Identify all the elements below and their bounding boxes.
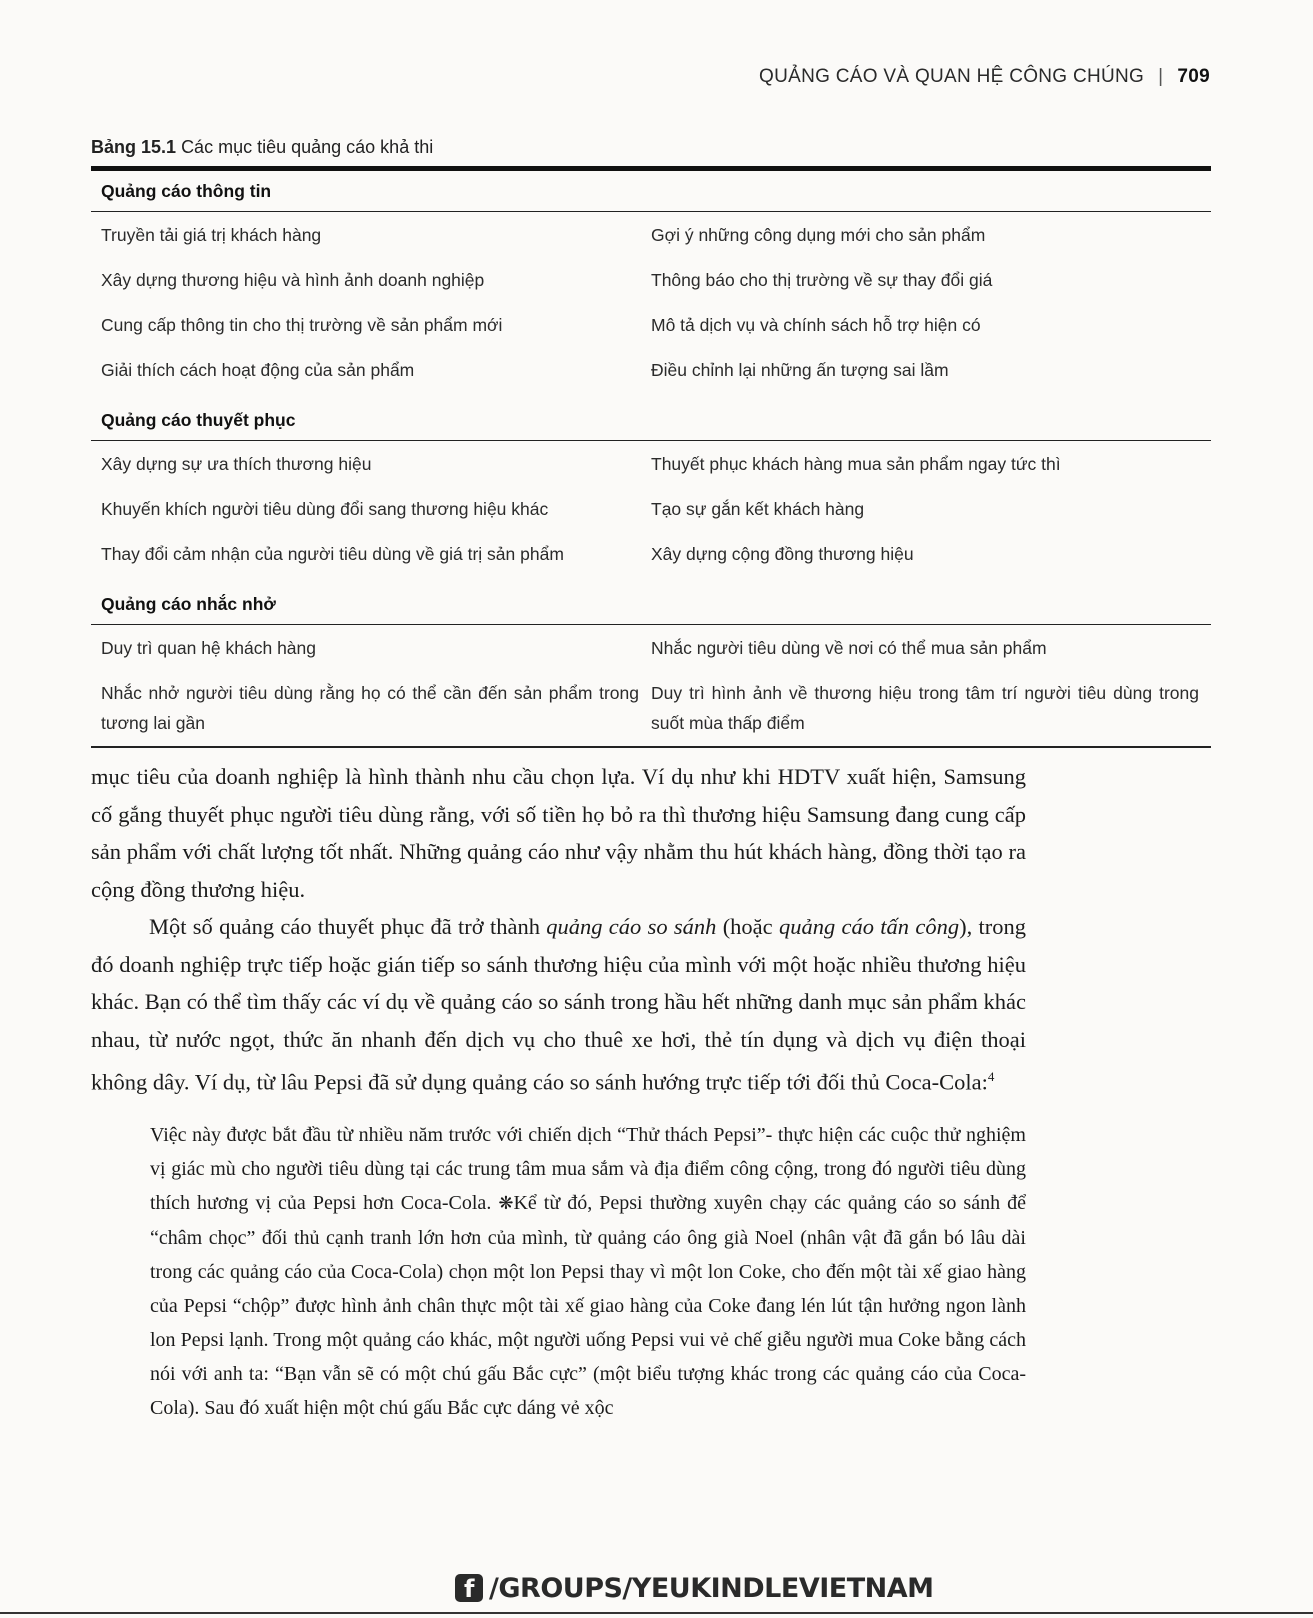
paragraph-2-part-b: (hoặc — [716, 914, 779, 939]
footnote-ref: 4 — [987, 1069, 995, 1084]
table-row — [91, 449, 1211, 494]
section-rows-informative — [91, 212, 1211, 406]
table-cell-right: Mô tả dịch vụ và chính sách hỗ trợ hiện có — [651, 315, 981, 335]
table-caption — [91, 132, 1211, 166]
table-cell-left: Nhắc nhở người tiêu dùng rằng họ có thể cần đến sản phẩm trong tương lai gần — [101, 683, 639, 733]
watermark-text: /GROUPS/YEUKINDLEVIETNAM — [489, 1572, 934, 1604]
block-quote — [150, 1118, 1026, 1425]
table-cell-left: Truyền tải giá trị khách hàng — [101, 225, 322, 245]
table-row — [91, 355, 1211, 400]
table-cell-right: Tạo sự gắn kết khách hàng — [651, 499, 865, 519]
table-row — [91, 265, 1211, 310]
table-cell-right: Xây dựng cộng đồng thương hiệu — [651, 544, 914, 564]
table-cell-right: Điều chỉnh lại những ấn tượng sai lầm — [651, 360, 949, 380]
table-cell-right: Duy trì hình ảnh về thương hiệu trong tâm trí người tiêu dùng trong suốt mùa thấp điểm — [651, 683, 1199, 733]
table-row — [91, 494, 1211, 539]
table-cell-left: Xây dựng sự ưa thích thương hiệu — [101, 454, 372, 474]
quote-part-b: Kể từ đó, Pepsi thường xuyên chạy các quảng cáo so sánh để “châm chọc” đối thủ cạnh tranh lớn hơn của mình, từ quảng cáo ông già Noel (nhân vật đã gắn bó lâu dài trong các quảng cáo của Coca-Cola) chọn một lon Pepsi thay vì một lon Coke, cho đến một tài xế giao hàng của Pepsi “chộp” được hình ảnh chân thực một tài xế giao hàng của Coke đang lén lút tận hưởng ngon lành lon Pepsi lạnh. Trong một quảng cáo khác, một người uống Pepsi vui vẻ chế giễu người mua Coke bằng cách nói với anh ta: “Bạn vẫn sẽ có một chú gấu Bắc cực” (một biểu tượng khác trong các quảng cáo của Coca-Cola). Sau đó xuất hiện một chú gấu Bắc cực dáng vẻ xộc — [150, 1192, 1026, 1419]
term-comparative-advertising: quảng cáo so sánh — [546, 914, 717, 939]
table-cell-left: Duy trì quan hệ khách hàng — [101, 638, 317, 658]
quote-part-a: Việc này được bắt đầu từ nhiều năm trước với chiến dịch “Thử thách Pepsi”- thực hiện các cuộc thử nghiệm vị giác mù cho người tiêu dùng tại các trung tâm mua sắm và địa điểm công cộng, trong đó người tiêu dùng thích hương vị của Pepsi hơn Coca-Cola. — [150, 1124, 1026, 1214]
quote-paragraph — [150, 1118, 1026, 1425]
running-title: QUẢNG CÁO VÀ QUAN HỆ CÔNG CHÚNG — [759, 66, 1145, 87]
table-cell-right: Gợi ý những công dụng mới cho sản phẩm — [651, 225, 986, 245]
table-cell-left: Khuyến khích người tiêu dùng đổi sang thương hiệu khác — [101, 499, 549, 519]
running-header — [740, 62, 1210, 92]
table-bottom-rule — [91, 746, 1211, 748]
header-separator: | — [1158, 66, 1164, 87]
table-cell-left: Thay đổi cảm nhận của người tiêu dùng về giá trị sản phẩm — [101, 544, 564, 564]
table-caption-label: Bảng 15.1 — [91, 137, 177, 157]
table-row — [91, 310, 1211, 355]
objectives-table — [91, 132, 1211, 748]
term-attack-advertising: quảng cáo tấn công — [778, 914, 960, 939]
section-title-informative: Quảng cáo thông tin — [91, 177, 1211, 212]
body-text — [91, 758, 1026, 1101]
facebook-icon: f — [455, 1574, 483, 1602]
page-bottom-edge — [0, 1612, 1313, 1614]
section-title-reminder: Quảng cáo nhắc nhở — [91, 590, 1211, 625]
asterism-icon: ❋ — [498, 1193, 514, 1214]
table-row — [91, 220, 1211, 265]
section-rows-reminder — [91, 625, 1211, 746]
paragraph-2 — [91, 908, 1026, 1101]
table-top-rule — [91, 166, 1211, 171]
table-row — [91, 539, 1211, 584]
table-cell-left: Xây dựng thương hiệu và hình ảnh doanh nghiệp — [101, 270, 485, 290]
table-row — [91, 633, 1211, 678]
watermark — [455, 1568, 934, 1608]
paragraph-2-part-a: Một số quảng cáo thuyết phục đã trở thành — [149, 914, 547, 939]
page-number: 709 — [1177, 66, 1210, 87]
table-cell-right: Thuyết phục khách hàng mua sản phẩm ngay tức thì — [651, 454, 1061, 474]
table-row — [91, 678, 1211, 740]
table-cell-left: Cung cấp thông tin cho thị trường về sản phẩm mới — [101, 315, 503, 335]
table-cell-left: Giải thích cách hoạt động của sản phẩm — [101, 360, 415, 380]
table-cell-right: Nhắc người tiêu dùng về nơi có thể mua sản phẩm — [651, 638, 1047, 658]
section-title-persuasive: Quảng cáo thuyết phục — [91, 406, 1211, 441]
paragraph-1: mục tiêu của doanh nghiệp là hình thành nhu cầu chọn lựa. Ví dụ như khi HDTV xuất hiện, Samsung cố gắng thuyết phục người tiêu dùng rằng, với số tiền họ bỏ ra thì thương hiệu Samsung đang cung cấp sản phẩm với chất lượng tốt nhất. Những quảng cáo như vậy nhằm thu hút khách hàng, đồng thời tạo ra cộng đồng thương hiệu. — [91, 764, 1026, 902]
table-caption-text: Các mục tiêu quảng cáo khả thi — [181, 137, 434, 157]
table-cell-right: Thông báo cho thị trường về sự thay đổi giá — [651, 270, 993, 290]
paragraph-2-part-c: ), trong đó doanh nghiệp trực tiếp hoặc gián tiếp so sánh thương hiệu của mình với một hoặc nhiều thương hiệu khác. Bạn có thể tìm thấy các ví dụ về quảng cáo so sánh trong hầu hết những danh mục sản phẩm khác nhau, từ nước ngọt, thức ăn nhanh đến dịch vụ cho thuê xe hơi, thẻ tín dụng và dịch vụ điện thoại không dây. Ví dụ, từ lâu Pepsi đã sử dụng quảng cáo so sánh hướng trực tiếp tới đối thủ Coca-Cola: — [91, 914, 1026, 1095]
section-rows-persuasive — [91, 441, 1211, 590]
